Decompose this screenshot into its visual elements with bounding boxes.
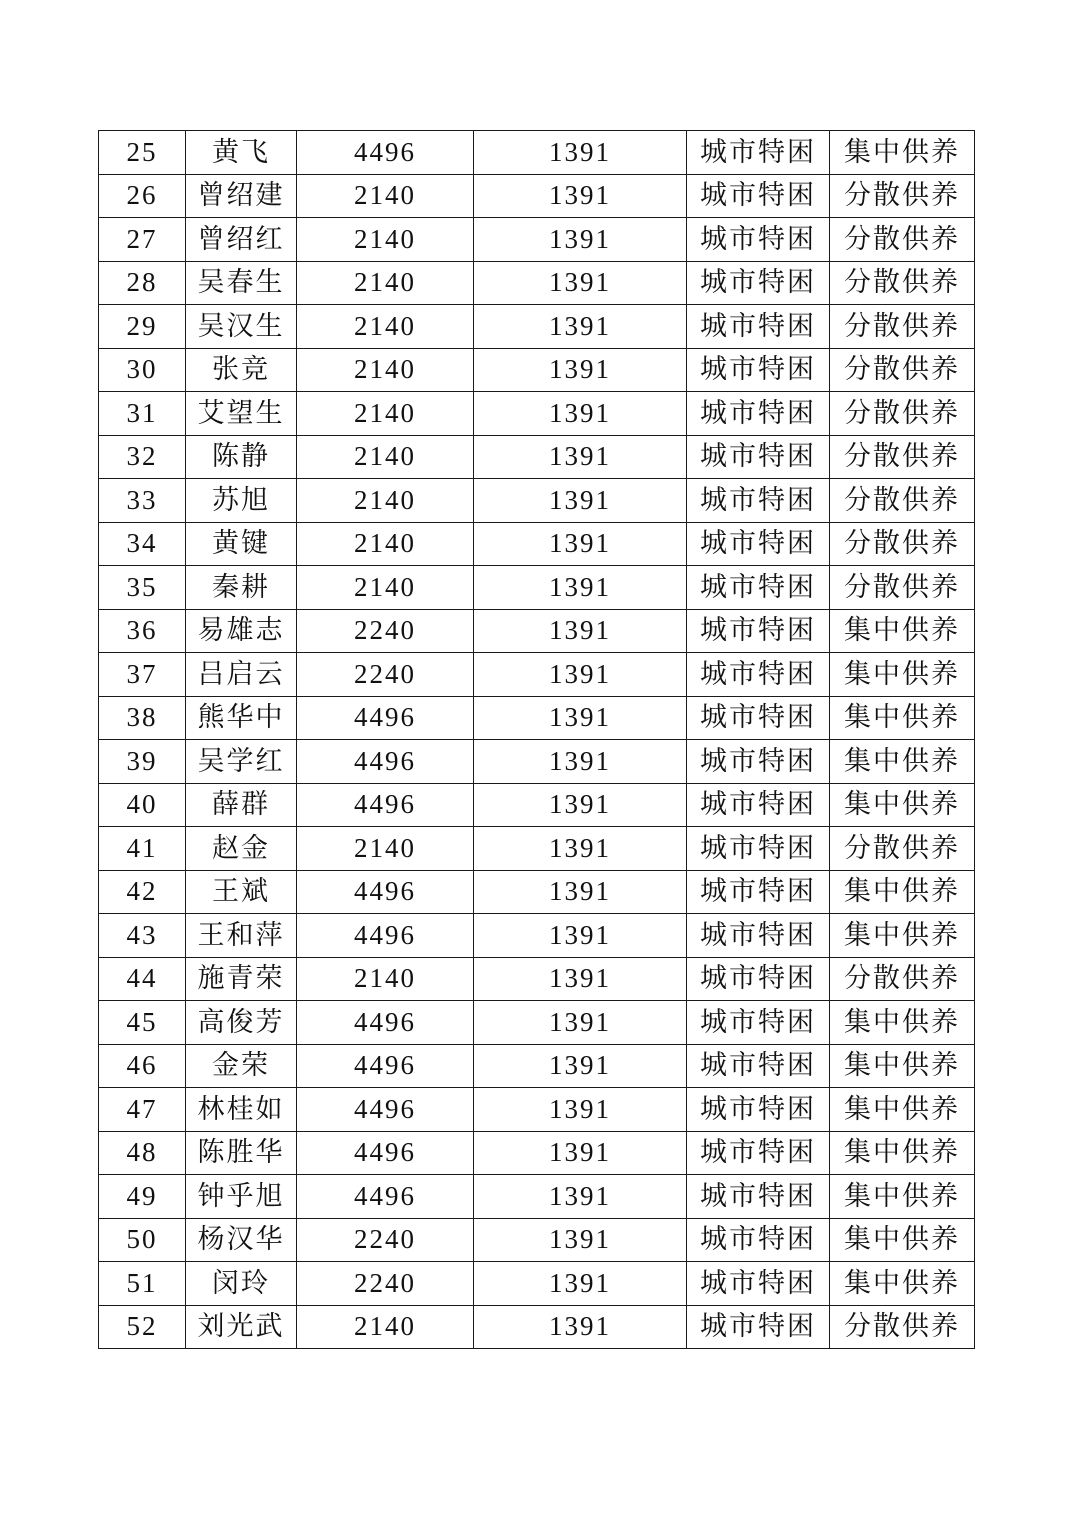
cell-amount-b: 1391: [474, 1088, 687, 1132]
cell-support-type: 分散供养: [830, 479, 975, 523]
cell-name: 施青荣: [186, 957, 297, 1001]
table-row: [99, 1044, 975, 1088]
cell-no: 37: [99, 653, 186, 697]
cell-amount-a: 2140: [297, 827, 474, 871]
table-row: [99, 566, 975, 610]
cell-category: 城市特困: [687, 914, 830, 958]
cell-no: 35: [99, 566, 186, 610]
cell-no: 46: [99, 1044, 186, 1088]
cell-no: 45: [99, 1001, 186, 1045]
cell-name: 薛群: [186, 783, 297, 827]
cell-amount-b: 1391: [474, 261, 687, 305]
cell-name: 陈胜华: [186, 1131, 297, 1175]
cell-support-type: 集中供养: [830, 1175, 975, 1219]
cell-support-type: 集中供养: [830, 783, 975, 827]
cell-no: 41: [99, 827, 186, 871]
cell-amount-b: 1391: [474, 1262, 687, 1306]
cell-category: 城市特困: [687, 392, 830, 436]
cell-support-type: 分散供养: [830, 218, 975, 262]
cell-support-type: 集中供养: [830, 131, 975, 175]
table-row: [99, 392, 975, 436]
cell-amount-b: 1391: [474, 218, 687, 262]
cell-category: 城市特困: [687, 261, 830, 305]
cell-no: 33: [99, 479, 186, 523]
cell-amount-b: 1391: [474, 566, 687, 610]
table-row: [99, 261, 975, 305]
cell-amount-b: 1391: [474, 696, 687, 740]
cell-amount-b: 1391: [474, 305, 687, 349]
cell-category: 城市特困: [687, 174, 830, 218]
cell-name: 张竞: [186, 348, 297, 392]
cell-name: 曾绍建: [186, 174, 297, 218]
table-row: [99, 174, 975, 218]
cell-category: 城市特困: [687, 783, 830, 827]
cell-amount-b: 1391: [474, 131, 687, 175]
table-row: [99, 348, 975, 392]
cell-name: 曾绍红: [186, 218, 297, 262]
cell-no: 31: [99, 392, 186, 436]
cell-support-type: 分散供养: [830, 1305, 975, 1349]
cell-amount-a: 2240: [297, 1218, 474, 1262]
cell-category: 城市特困: [687, 522, 830, 566]
cell-no: 36: [99, 609, 186, 653]
table-row: [99, 827, 975, 871]
cell-amount-a: 2140: [297, 1305, 474, 1349]
cell-name: 苏旭: [186, 479, 297, 523]
cell-category: 城市特困: [687, 1175, 830, 1219]
cell-support-type: 集中供养: [830, 1044, 975, 1088]
table-row: [99, 1001, 975, 1045]
cell-name: 熊华中: [186, 696, 297, 740]
cell-name: 吴学红: [186, 740, 297, 784]
cell-support-type: 集中供养: [830, 740, 975, 784]
table-row: [99, 1175, 975, 1219]
cell-support-type: 分散供养: [830, 261, 975, 305]
cell-no: 26: [99, 174, 186, 218]
cell-no: 29: [99, 305, 186, 349]
cell-support-type: 集中供养: [830, 870, 975, 914]
cell-category: 城市特困: [687, 1218, 830, 1262]
cell-amount-a: 4496: [297, 696, 474, 740]
cell-category: 城市特困: [687, 957, 830, 1001]
cell-amount-a: 4496: [297, 1131, 474, 1175]
cell-amount-a: 2140: [297, 522, 474, 566]
cell-name: 王斌: [186, 870, 297, 914]
cell-category: 城市特困: [687, 740, 830, 784]
table-row: [99, 305, 975, 349]
cell-support-type: 分散供养: [830, 522, 975, 566]
cell-amount-b: 1391: [474, 653, 687, 697]
cell-support-type: 分散供养: [830, 305, 975, 349]
cell-support-type: 分散供养: [830, 392, 975, 436]
cell-support-type: 集中供养: [830, 696, 975, 740]
cell-amount-a: 4496: [297, 1044, 474, 1088]
cell-amount-a: 4496: [297, 740, 474, 784]
cell-category: 城市特困: [687, 653, 830, 697]
cell-amount-b: 1391: [474, 609, 687, 653]
cell-no: 51: [99, 1262, 186, 1306]
cell-amount-b: 1391: [474, 1001, 687, 1045]
cell-no: 28: [99, 261, 186, 305]
cell-amount-b: 1391: [474, 1131, 687, 1175]
cell-amount-b: 1391: [474, 783, 687, 827]
cell-amount-b: 1391: [474, 870, 687, 914]
cell-amount-b: 1391: [474, 392, 687, 436]
table-row: [99, 957, 975, 1001]
cell-support-type: 分散供养: [830, 827, 975, 871]
cell-amount-a: 2140: [297, 305, 474, 349]
cell-amount-a: 2140: [297, 174, 474, 218]
table-row: [99, 131, 975, 175]
cell-amount-a: 4496: [297, 1175, 474, 1219]
cell-name: 王和萍: [186, 914, 297, 958]
cell-amount-a: 2140: [297, 566, 474, 610]
cell-no: 42: [99, 870, 186, 914]
cell-name: 林桂如: [186, 1088, 297, 1132]
cell-name: 吴春生: [186, 261, 297, 305]
table-row: [99, 696, 975, 740]
cell-name: 杨汉华: [186, 1218, 297, 1262]
cell-amount-a: 4496: [297, 131, 474, 175]
cell-amount-a: 2240: [297, 1262, 474, 1306]
cell-category: 城市特困: [687, 1001, 830, 1045]
table-row: [99, 783, 975, 827]
cell-amount-b: 1391: [474, 174, 687, 218]
cell-no: 30: [99, 348, 186, 392]
table-row: [99, 609, 975, 653]
cell-amount-a: 4496: [297, 1088, 474, 1132]
cell-support-type: 分散供养: [830, 566, 975, 610]
cell-name: 秦耕: [186, 566, 297, 610]
cell-no: 40: [99, 783, 186, 827]
cell-category: 城市特困: [687, 218, 830, 262]
cell-name: 吕启云: [186, 653, 297, 697]
cell-no: 47: [99, 1088, 186, 1132]
cell-name: 艾望生: [186, 392, 297, 436]
cell-category: 城市特困: [687, 1131, 830, 1175]
table-row: [99, 1218, 975, 1262]
cell-name: 陈静: [186, 435, 297, 479]
cell-amount-a: 2140: [297, 957, 474, 1001]
cell-support-type: 集中供养: [830, 1131, 975, 1175]
cell-amount-a: 2140: [297, 348, 474, 392]
cell-category: 城市特困: [687, 1088, 830, 1132]
table-row: [99, 1262, 975, 1306]
cell-amount-b: 1391: [474, 1305, 687, 1349]
table-row: [99, 653, 975, 697]
table-row: [99, 1131, 975, 1175]
cell-support-type: 集中供养: [830, 1088, 975, 1132]
cell-category: 城市特困: [687, 827, 830, 871]
cell-no: 39: [99, 740, 186, 784]
cell-category: 城市特困: [687, 305, 830, 349]
cell-no: 48: [99, 1131, 186, 1175]
cell-name: 高俊芳: [186, 1001, 297, 1045]
cell-support-type: 集中供养: [830, 1218, 975, 1262]
cell-category: 城市特困: [687, 348, 830, 392]
cell-name: 吴汉生: [186, 305, 297, 349]
cell-name: 黄飞: [186, 131, 297, 175]
cell-amount-a: 2140: [297, 435, 474, 479]
cell-category: 城市特困: [687, 609, 830, 653]
cell-amount-b: 1391: [474, 914, 687, 958]
table-row: [99, 1305, 975, 1349]
cell-amount-a: 4496: [297, 914, 474, 958]
cell-no: 27: [99, 218, 186, 262]
cell-amount-a: 2240: [297, 609, 474, 653]
cell-support-type: 分散供养: [830, 348, 975, 392]
cell-support-type: 集中供养: [830, 653, 975, 697]
cell-support-type: 集中供养: [830, 914, 975, 958]
cell-amount-a: 4496: [297, 870, 474, 914]
cell-amount-a: 4496: [297, 783, 474, 827]
cell-support-type: 集中供养: [830, 1262, 975, 1306]
cell-name: 闵玲: [186, 1262, 297, 1306]
cell-category: 城市特困: [687, 696, 830, 740]
cell-amount-b: 1391: [474, 1175, 687, 1219]
cell-amount-b: 1391: [474, 522, 687, 566]
table-row: [99, 522, 975, 566]
cell-amount-b: 1391: [474, 827, 687, 871]
cell-name: 易雄志: [186, 609, 297, 653]
cell-category: 城市特困: [687, 435, 830, 479]
cell-amount-a: 4496: [297, 1001, 474, 1045]
cell-amount-b: 1391: [474, 957, 687, 1001]
cell-category: 城市特困: [687, 479, 830, 523]
beneficiary-table: [98, 130, 975, 1349]
cell-amount-b: 1391: [474, 740, 687, 784]
cell-amount-b: 1391: [474, 435, 687, 479]
cell-amount-b: 1391: [474, 348, 687, 392]
cell-name: 赵金: [186, 827, 297, 871]
cell-category: 城市特困: [687, 131, 830, 175]
table-row: [99, 1088, 975, 1132]
cell-name: 刘光武: [186, 1305, 297, 1349]
table-row: [99, 870, 975, 914]
cell-category: 城市特困: [687, 1044, 830, 1088]
cell-support-type: 分散供养: [830, 174, 975, 218]
cell-no: 34: [99, 522, 186, 566]
cell-name: 金荣: [186, 1044, 297, 1088]
cell-name: 黄键: [186, 522, 297, 566]
cell-no: 25: [99, 131, 186, 175]
cell-category: 城市特困: [687, 566, 830, 610]
cell-amount-b: 1391: [474, 1218, 687, 1262]
cell-amount-b: 1391: [474, 479, 687, 523]
table-row: [99, 479, 975, 523]
cell-support-type: 集中供养: [830, 609, 975, 653]
cell-amount-b: 1391: [474, 1044, 687, 1088]
cell-support-type: 分散供养: [830, 957, 975, 1001]
table-row: [99, 218, 975, 262]
cell-amount-a: 2140: [297, 261, 474, 305]
cell-category: 城市特困: [687, 870, 830, 914]
cell-amount-a: 2140: [297, 392, 474, 436]
table-body: [99, 131, 975, 1349]
cell-no: 38: [99, 696, 186, 740]
table-row: [99, 740, 975, 784]
cell-support-type: 集中供养: [830, 1001, 975, 1045]
cell-no: 32: [99, 435, 186, 479]
cell-support-type: 分散供养: [830, 435, 975, 479]
cell-no: 52: [99, 1305, 186, 1349]
cell-amount-a: 2240: [297, 653, 474, 697]
cell-amount-a: 2140: [297, 479, 474, 523]
table-row: [99, 435, 975, 479]
cell-no: 49: [99, 1175, 186, 1219]
cell-name: 钟乎旭: [186, 1175, 297, 1219]
cell-category: 城市特困: [687, 1305, 830, 1349]
cell-amount-a: 2140: [297, 218, 474, 262]
cell-no: 50: [99, 1218, 186, 1262]
cell-no: 43: [99, 914, 186, 958]
cell-category: 城市特困: [687, 1262, 830, 1306]
table-row: [99, 914, 975, 958]
cell-no: 44: [99, 957, 186, 1001]
